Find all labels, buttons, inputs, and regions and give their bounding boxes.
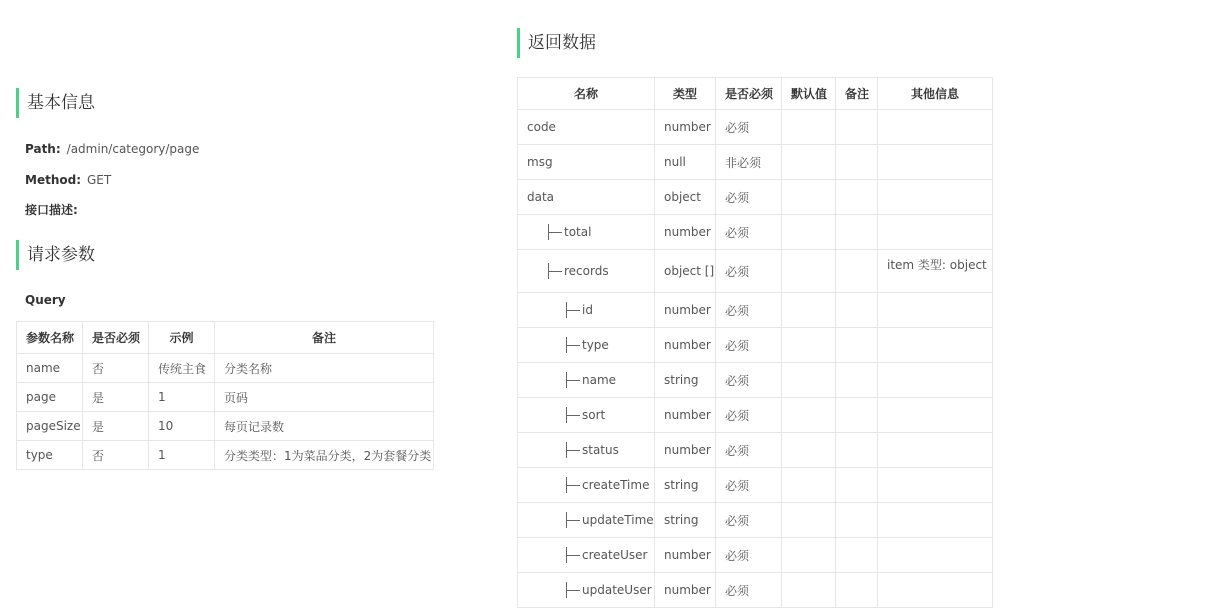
field-name-text: createUser — [582, 548, 648, 562]
field-type-text: number — [664, 225, 711, 239]
field-required-cell — [716, 573, 782, 608]
column-header: 类型 — [655, 78, 716, 110]
tree-branch-icon — [566, 415, 580, 416]
field-type-cell — [655, 110, 716, 145]
field-name-text: name — [582, 373, 617, 387]
field-required-cell — [716, 293, 782, 328]
response-data-title: 返回数据 — [517, 28, 596, 58]
field-type-cell — [655, 293, 716, 328]
field-note-cell — [836, 110, 878, 145]
field-name-text: data — [527, 190, 555, 204]
field-name-cell — [518, 328, 655, 363]
query-params-table — [16, 321, 434, 470]
field-default-cell — [782, 398, 836, 433]
param-example-cell: 传统主食 — [149, 354, 215, 383]
param-required-cell: 是 — [83, 383, 149, 412]
field-type-cell — [655, 468, 716, 503]
field-name-text: updateTime — [582, 513, 654, 527]
field-note-cell — [836, 573, 878, 608]
tree-branch-icon — [566, 485, 580, 486]
field-other-cell — [878, 503, 993, 538]
field-name-cell — [518, 433, 655, 468]
column-header: 名称 — [518, 78, 655, 110]
field-required-cell — [716, 145, 782, 180]
field-type-text: number — [664, 443, 711, 457]
field-required-text: 必须 — [725, 478, 750, 493]
field-default-cell — [782, 250, 836, 293]
param-note-cell: 页码 — [215, 383, 434, 412]
param-name-cell: type — [17, 441, 83, 470]
field-name-cell — [518, 363, 655, 398]
table-row — [518, 250, 993, 293]
column-header: 是否必须 — [716, 78, 782, 110]
param-note-cell: 分类类型：1为菜品分类，2为套餐分类 — [215, 441, 434, 470]
table-row — [518, 433, 993, 468]
table-row — [518, 503, 993, 538]
query-label: Query — [25, 293, 66, 307]
field-other-cell — [878, 293, 993, 328]
field-note-cell — [836, 468, 878, 503]
field-required-cell — [716, 503, 782, 538]
param-example-cell: 1 — [149, 383, 215, 412]
table-row — [17, 412, 434, 441]
field-default-cell — [782, 468, 836, 503]
path-label: Path: — [25, 142, 61, 156]
method-value: GET — [87, 173, 112, 187]
param-note-cell: 分类名称 — [215, 354, 434, 383]
path-row — [25, 141, 199, 157]
field-note-cell — [836, 328, 878, 363]
field-default-cell — [782, 363, 836, 398]
field-required-text: 非必须 — [725, 155, 762, 170]
response-data-table — [517, 77, 993, 608]
table-row — [518, 538, 993, 573]
field-type-text: object — [664, 190, 701, 204]
field-name-text: type — [582, 338, 609, 352]
field-name-text: sort — [582, 408, 606, 422]
field-type-cell — [655, 503, 716, 538]
field-type-cell — [655, 250, 716, 293]
table-row — [518, 110, 993, 145]
param-name-cell: pageSize — [17, 412, 83, 441]
field-other-cell — [878, 363, 993, 398]
field-note-cell — [836, 180, 878, 215]
field-default-cell — [782, 538, 836, 573]
field-default-cell — [782, 433, 836, 468]
column-header: 示例 — [149, 322, 215, 354]
field-other-cell — [878, 433, 993, 468]
field-type-text: string — [664, 373, 699, 387]
field-note-cell — [836, 503, 878, 538]
field-name-cell — [518, 398, 655, 433]
table-header-row — [518, 78, 993, 110]
field-type-text: object [] — [664, 264, 715, 278]
field-type-text: null — [664, 155, 686, 169]
field-required-cell — [716, 215, 782, 250]
field-other-cell — [878, 215, 993, 250]
field-note-cell — [836, 363, 878, 398]
param-example-cell: 1 — [149, 441, 215, 470]
column-header: 其他信息 — [878, 78, 993, 110]
field-type-cell — [655, 398, 716, 433]
tree-branch-icon — [566, 450, 580, 451]
column-header: 是否必须 — [83, 322, 149, 354]
field-default-cell — [782, 293, 836, 328]
field-type-text: string — [664, 478, 699, 492]
param-name-cell: name — [17, 354, 83, 383]
field-required-cell — [716, 398, 782, 433]
field-required-cell — [716, 433, 782, 468]
field-required-text: 必须 — [725, 373, 750, 388]
field-name-text: status — [582, 443, 619, 457]
field-other-cell — [878, 468, 993, 503]
field-name-cell — [518, 503, 655, 538]
description-label: 接口描述: — [25, 203, 78, 217]
field-name-cell — [518, 250, 655, 293]
field-note-cell — [836, 293, 878, 328]
table-row — [518, 573, 993, 608]
path-value: /admin/category/page — [66, 142, 200, 156]
field-type-text: number — [664, 583, 711, 597]
param-required-cell: 否 — [83, 441, 149, 470]
table-row — [17, 383, 434, 412]
column-header: 备注 — [215, 322, 434, 354]
field-type-text: string — [664, 513, 699, 527]
table-row — [17, 354, 434, 383]
tree-branch-icon — [566, 520, 580, 521]
basic-info-title: 基本信息 — [16, 88, 95, 118]
field-note-cell — [836, 145, 878, 180]
field-name-text: code — [527, 120, 556, 134]
field-required-text: 必须 — [725, 120, 750, 135]
field-type-text: number — [664, 548, 711, 562]
field-required-cell — [716, 328, 782, 363]
response-table-body — [518, 110, 993, 608]
field-type-cell — [655, 328, 716, 363]
field-name-text: records — [564, 264, 609, 278]
table-row — [518, 363, 993, 398]
field-required-cell — [716, 250, 782, 293]
field-type-text: number — [664, 120, 711, 134]
field-default-cell — [782, 503, 836, 538]
field-default-cell — [782, 328, 836, 363]
table-row — [518, 468, 993, 503]
field-other-text: item 类型: object — [887, 258, 987, 272]
field-note-cell — [836, 433, 878, 468]
tree-branch-icon — [566, 345, 580, 346]
field-required-text: 必须 — [725, 225, 750, 240]
field-type-text: number — [664, 338, 711, 352]
field-other-cell — [878, 573, 993, 608]
field-required-text: 必须 — [725, 303, 750, 318]
field-note-cell — [836, 398, 878, 433]
param-example-cell: 10 — [149, 412, 215, 441]
field-name-cell — [518, 180, 655, 215]
field-note-cell — [836, 215, 878, 250]
field-required-cell — [716, 363, 782, 398]
field-required-text: 必须 — [725, 513, 750, 528]
field-required-cell — [716, 110, 782, 145]
field-other-cell — [878, 145, 993, 180]
field-other-cell — [878, 180, 993, 215]
field-type-text: number — [664, 408, 711, 422]
table-header-row — [17, 322, 434, 354]
field-name-text: id — [582, 303, 593, 317]
field-type-cell — [655, 180, 716, 215]
table-row — [17, 441, 434, 470]
field-name-cell — [518, 293, 655, 328]
field-required-text: 必须 — [725, 264, 750, 279]
table-row — [518, 145, 993, 180]
tree-branch-icon — [566, 590, 580, 591]
method-label: Method: — [25, 173, 81, 187]
field-other-cell — [878, 110, 993, 145]
param-name-cell: page — [17, 383, 83, 412]
param-note-cell: 每页记录数 — [215, 412, 434, 441]
field-required-text: 必须 — [725, 548, 750, 563]
field-default-cell — [782, 145, 836, 180]
field-note-cell — [836, 538, 878, 573]
field-type-cell — [655, 538, 716, 573]
request-params-title: 请求参数 — [16, 240, 95, 270]
description-row — [25, 202, 78, 218]
tree-branch-icon — [566, 380, 580, 381]
param-required-cell: 是 — [83, 412, 149, 441]
field-default-cell — [782, 215, 836, 250]
param-required-cell: 否 — [83, 354, 149, 383]
field-name-text: msg — [527, 155, 553, 169]
field-required-text: 必须 — [725, 408, 750, 423]
field-default-cell — [782, 180, 836, 215]
field-note-cell — [836, 250, 878, 293]
field-required-cell — [716, 468, 782, 503]
field-required-cell — [716, 180, 782, 215]
column-header: 备注 — [836, 78, 878, 110]
tree-branch-icon — [548, 232, 562, 233]
field-other-cell — [878, 538, 993, 573]
field-required-text: 必须 — [725, 190, 750, 205]
field-default-cell — [782, 573, 836, 608]
tree-branch-icon — [566, 310, 580, 311]
field-required-cell — [716, 538, 782, 573]
table-row — [518, 215, 993, 250]
field-other-cell — [878, 398, 993, 433]
field-name-cell — [518, 538, 655, 573]
field-type-cell — [655, 145, 716, 180]
field-name-cell — [518, 573, 655, 608]
field-default-cell — [782, 110, 836, 145]
table-row — [518, 328, 993, 363]
field-required-text: 必须 — [725, 583, 750, 598]
tree-branch-icon — [548, 271, 562, 272]
tree-branch-icon — [566, 555, 580, 556]
table-row — [518, 293, 993, 328]
field-required-text: 必须 — [725, 338, 750, 353]
column-header: 参数名称 — [17, 322, 83, 354]
field-name-text: createTime — [582, 478, 650, 492]
field-type-cell — [655, 433, 716, 468]
field-name-cell — [518, 110, 655, 145]
field-type-cell — [655, 215, 716, 250]
table-row — [518, 398, 993, 433]
table-row — [518, 180, 993, 215]
field-required-text: 必须 — [725, 443, 750, 458]
field-other-cell — [878, 250, 993, 293]
method-row — [25, 172, 111, 188]
field-name-cell — [518, 215, 655, 250]
field-type-text: number — [664, 303, 711, 317]
field-type-cell — [655, 573, 716, 608]
field-other-cell — [878, 328, 993, 363]
field-name-cell — [518, 468, 655, 503]
field-name-cell — [518, 145, 655, 180]
column-header: 默认值 — [782, 78, 836, 110]
field-name-text: updateUser — [582, 583, 652, 597]
field-name-text: total — [564, 225, 592, 239]
field-type-cell — [655, 363, 716, 398]
